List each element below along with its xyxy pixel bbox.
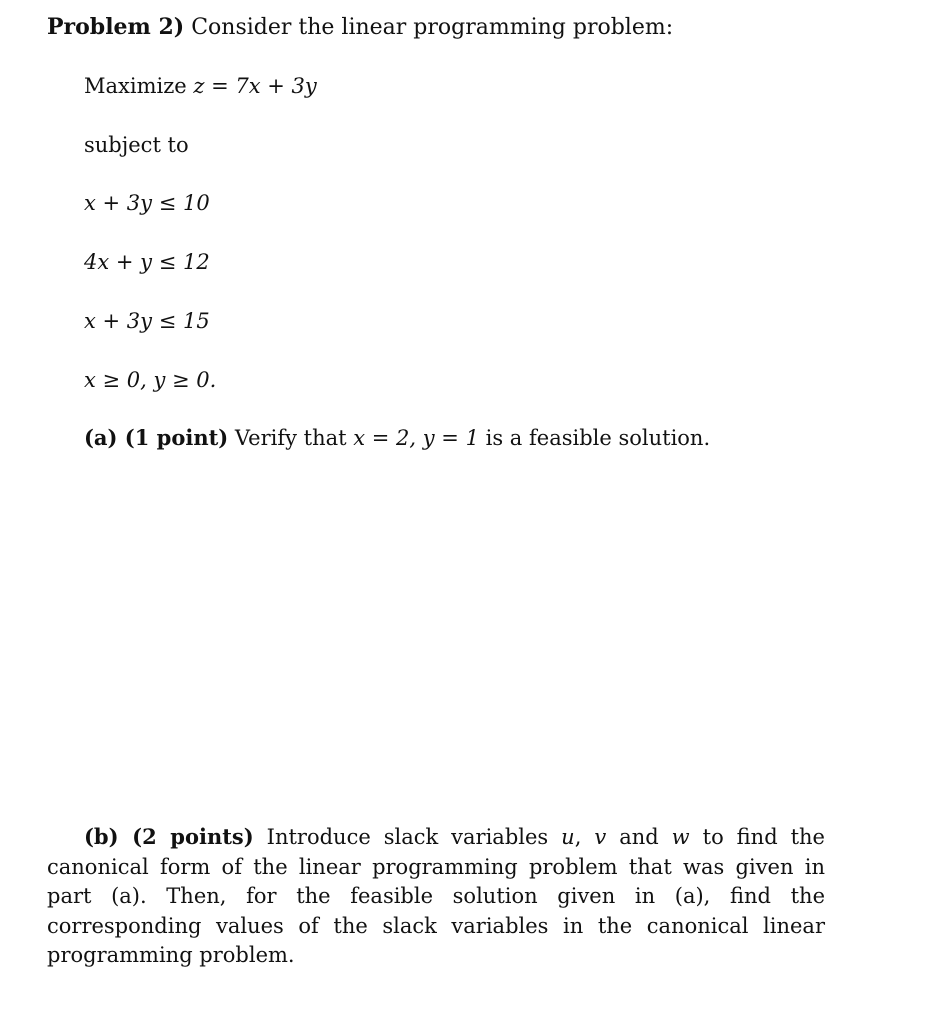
constraint-2: 4x + y ≤ 12 <box>84 250 210 274</box>
part-a-math: x = 2, y = 1 <box>353 426 479 450</box>
constraint-3: x + 3y ≤ 15 <box>84 309 210 333</box>
part-a-text-after: is a feasible solution. <box>485 426 711 450</box>
part-b-text-2: to find the canonical form of the linear programming problem that was given in part (a). Then, for the feasible solution given in (a), find the corresponding values of the slack variables in the canonical linear programming problem. <box>47 825 825 967</box>
objective-prefix: Maximize <box>84 74 187 98</box>
part-a-text-before: Verify that <box>234 426 347 450</box>
slack-var-v: v <box>594 825 607 849</box>
part-a-label: (a) (1 point) <box>84 425 229 450</box>
problem-intro: Consider the linear programming problem: <box>191 15 674 40</box>
problem-title <box>47 13 673 42</box>
part-b <box>47 822 825 971</box>
part-b-comma: , <box>574 825 582 849</box>
slack-var-w: w <box>671 825 690 849</box>
part-b-text-1: Introduce slack variables <box>266 825 549 849</box>
problem-heading: Problem 2) <box>47 14 185 40</box>
slack-var-u: u <box>561 825 575 849</box>
subject-to-label: subject to <box>84 133 189 157</box>
nonnegativity-constraint: x ≥ 0, y ≥ 0. <box>84 368 217 392</box>
objective-expression: z = 7x + 3y <box>193 74 317 98</box>
part-b-label: (b) (2 points) <box>84 824 254 849</box>
part-a <box>84 424 710 452</box>
part-b-and: and <box>619 825 659 849</box>
objective-line <box>84 72 317 100</box>
constraint-1: x + 3y ≤ 10 <box>84 191 210 215</box>
